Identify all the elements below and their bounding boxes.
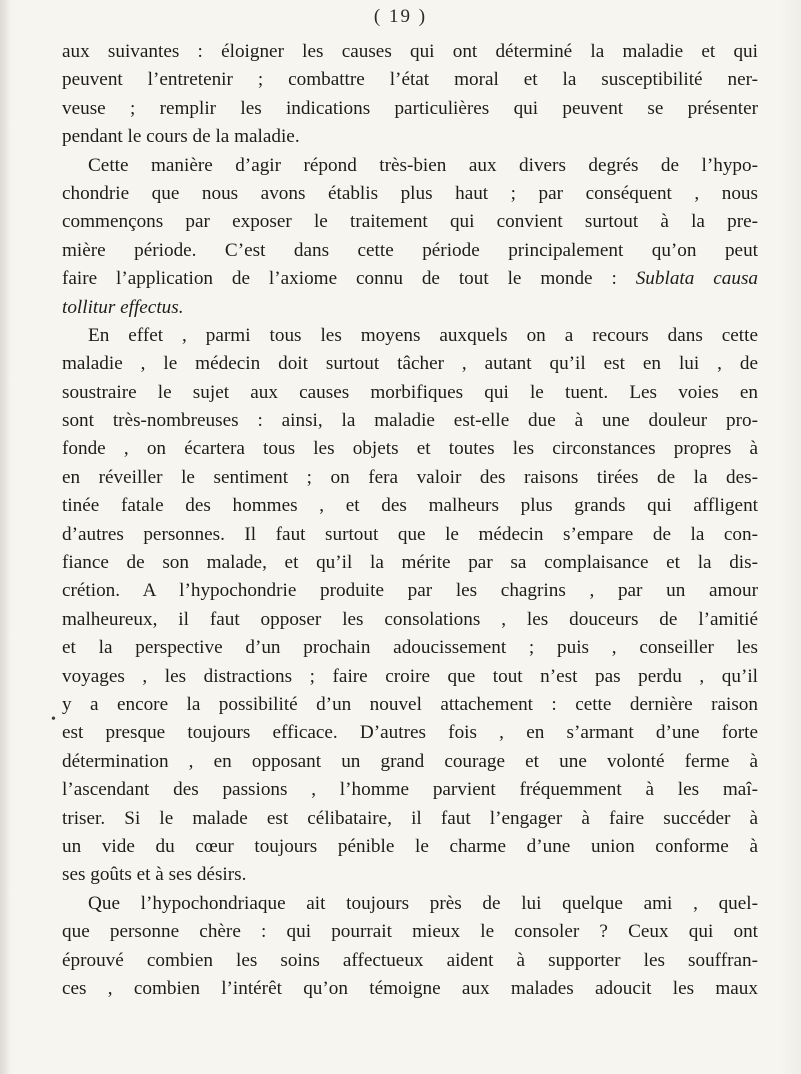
text-line-content: y a encore la possibilité d’un nouvel attachement : cette dernière raison — [62, 693, 758, 715]
text-line-content: fonde , on écartera tous les objets et toutes les circonstances propres à — [62, 438, 758, 460]
text-line — [62, 634, 758, 662]
text-line-content: et la perspective d’un prochain adoucissement ; puis , conseiller les — [62, 637, 758, 659]
text-line — [62, 152, 758, 180]
text-line — [62, 38, 758, 66]
text-line — [62, 691, 758, 719]
text-line — [62, 833, 758, 861]
text-line-content: soustraire le sujet aux causes morbifiques qui le tuent. Les voies en — [62, 381, 758, 403]
margin-mark: • — [51, 712, 56, 727]
text-line-content: crétion. A l’hypochondrie produite par les chagrins , par un amour — [62, 580, 758, 602]
text-line — [62, 464, 758, 492]
latin-phrase: tollitur effectus. — [62, 296, 184, 318]
text-line — [62, 180, 758, 208]
text-line-content: Que l’hypochondriaque ait toujours près de lui quelque ami , quel- — [88, 892, 758, 914]
text-line-content: maladie , le médecin doit surtout tâcher , autant qu’il est en lui , de — [62, 353, 758, 375]
text-line — [62, 350, 758, 378]
text-line-content: pendant le cours de la maladie. — [62, 126, 300, 148]
text-line-content: faire l’application de l’axiome connu de tout le monde : — [62, 268, 617, 290]
text-line-content: éprouvé combien les soins affectueux aident à supporter les souffran- — [62, 949, 758, 971]
text-line — [62, 549, 758, 577]
body-text — [62, 38, 758, 1003]
text-line — [62, 975, 758, 1003]
text-line-content: chondrie que nous avons établis plus haut ; par conséquent , nous — [62, 182, 758, 204]
text-line — [62, 776, 758, 804]
text-line-content: sont très-nombreuses : ainsi, la maladie est-elle due à une douleur pro- — [62, 410, 758, 432]
text-line-content: veuse ; remplir les indications particulières qui peuvent se présenter — [62, 97, 758, 119]
text-line-content: détermination , en opposant un grand courage et une volonté ferme à — [62, 750, 758, 772]
text-line — [62, 322, 758, 350]
text-line — [62, 805, 758, 833]
text-line-content: que personne chère : qui pourrait mieux le consoler ? Ceux qui ont — [62, 921, 758, 943]
text-line-content: mière période. C’est dans cette période principalement qu’on peut — [62, 239, 758, 261]
text-line — [62, 719, 758, 747]
text-line-content: peuvent l’entretenir ; combattre l’état moral et la susceptibilité ner- — [62, 69, 758, 91]
latin-phrase: Sublata causa — [635, 268, 759, 290]
page-edge-shadow — [0, 0, 10, 1074]
text-line-content: voyages , les distractions ; faire croire que tout n’est pas perdu , qu’il — [62, 665, 758, 687]
text-line-content: malheureux, il faut opposer les consolations , les douceurs de l’amitié — [62, 608, 758, 630]
text-line — [62, 95, 758, 123]
text-line — [62, 663, 758, 691]
text-line — [62, 918, 758, 946]
text-line-content: l’ascendant des passions , l’homme parvient fréquemment à les maî- — [62, 779, 758, 801]
text-line — [62, 407, 758, 435]
text-line-content: fiance de son malade, et qu’il la mérite par sa complaisance et la dis- — [62, 552, 758, 574]
page-number: ( 19 ) — [373, 6, 428, 27]
text-line — [62, 890, 758, 918]
text-line — [62, 294, 758, 322]
text-line-content: en réveiller le sentiment ; on fera valoir des raisons tirées de la des- — [62, 466, 758, 488]
text-line-content: triser. Si le malade est célibataire, il faut l’engager à faire succéder à — [62, 807, 758, 829]
text-line — [62, 123, 758, 151]
text-line — [62, 748, 758, 776]
text-line-content: ses goûts et à ses désirs. — [62, 864, 247, 886]
text-line — [62, 577, 758, 605]
text-line-content: commençons par exposer le traitement qui convient surtout à la pre- — [62, 211, 758, 233]
text-line — [62, 947, 758, 975]
text-line-content: est presque toujours efficace. D’autres fois , en s’armant d’une forte — [62, 722, 758, 744]
text-line — [62, 861, 758, 889]
text-line-content: aux suivantes : éloigner les causes qui ont déterminé la maladie et qui — [62, 41, 758, 62]
text-line-content: ces , combien l’intérêt qu’on témoigne aux malades adoucit les maux — [62, 977, 758, 999]
text-line — [62, 66, 758, 94]
text-line — [62, 208, 758, 236]
text-line — [62, 492, 758, 520]
text-line — [62, 606, 758, 634]
text-line — [62, 237, 758, 265]
text-line-content: un vide du cœur toujours pénible le charme d’une union conforme à — [62, 835, 758, 857]
text-line — [62, 521, 758, 549]
text-line-content: tinée fatale des hommes , et des malheurs plus grands qui affligent — [62, 495, 758, 517]
text-line — [62, 435, 758, 463]
text-line — [62, 379, 758, 407]
text-line-content: d’autres personnes. Il faut surtout que le médecin s’empare de la con- — [62, 523, 758, 545]
text-line-content: En effet , parmi tous les moyens auxquels on a recours dans cette — [88, 324, 758, 346]
text-line-content: Cette manière d’agir répond très-bien aux divers degrés de l’hypo- — [88, 154, 758, 176]
text-line — [62, 265, 758, 293]
